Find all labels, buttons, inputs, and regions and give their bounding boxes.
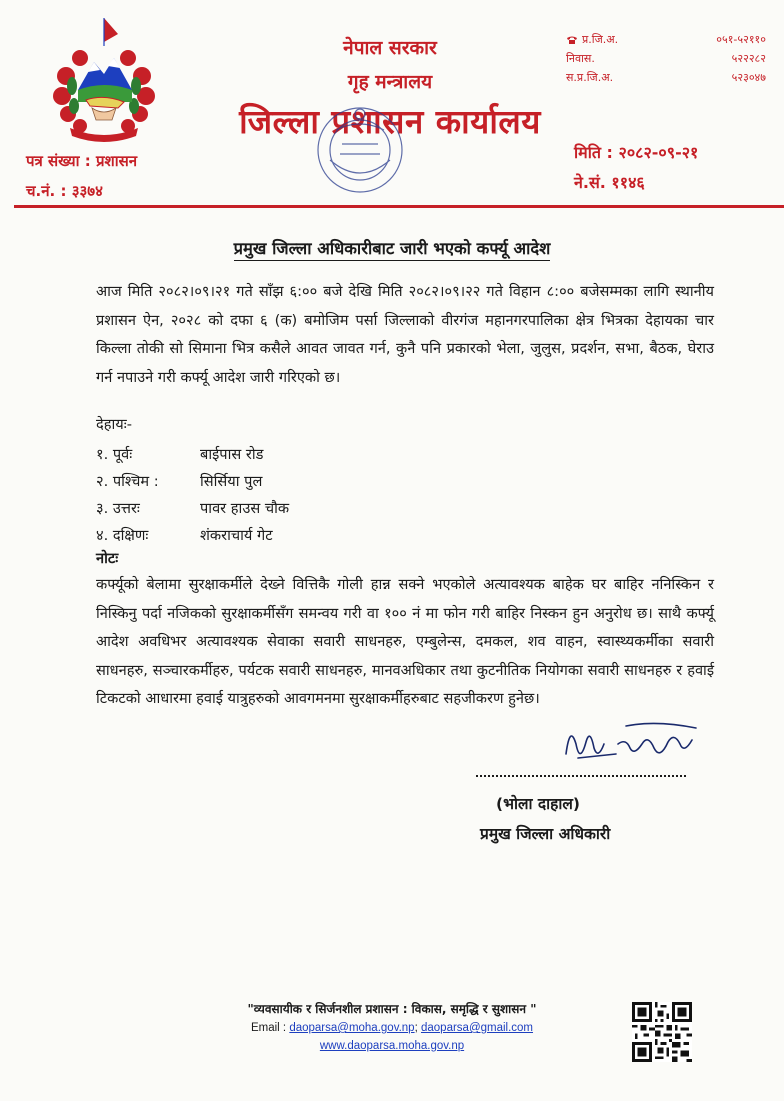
ministry-name: गृह मन्त्रालय — [347, 71, 433, 93]
letter-number: पत्र संख्या : प्रशासन — [26, 152, 138, 170]
contact-value: ५२३०४७ — [731, 71, 766, 84]
signatory-name: (भोला दाहाल) — [496, 795, 580, 813]
reference-left — [26, 146, 137, 206]
contact-label: प्र.जि.अ. — [582, 33, 619, 46]
boundary-label: देहायः- — [96, 416, 132, 433]
contact-row — [566, 49, 766, 68]
direction-label: २. पश्चिम : — [96, 472, 159, 490]
direction-label: १. पूर्वः — [96, 445, 133, 463]
contact-row — [566, 68, 766, 87]
handwritten-signature — [556, 714, 706, 778]
contact-value: ०५१-५२११० — [716, 33, 766, 46]
direction-value: बाईपास रोड — [200, 445, 264, 463]
email-label: Email : — [250, 1022, 290, 1034]
dispatch-number: च.नं. : ३३७४ — [26, 182, 103, 200]
signatory-title: प्रमुख जिल्ला अधिकारी — [480, 825, 611, 843]
phone-icon — [566, 35, 578, 45]
nepal-sambat-date: ने.सं. ११४६ — [574, 173, 645, 192]
direction-value: शंकराचार्य गेट — [200, 526, 273, 544]
signature-line — [476, 775, 686, 777]
qr-code-icon[interactable] — [632, 1002, 692, 1062]
list-item — [96, 494, 496, 521]
contact-row — [566, 30, 766, 49]
note-label: नोटः — [96, 550, 119, 567]
direction-value: पावर हाउस चौक — [200, 499, 290, 517]
list-item — [96, 440, 496, 467]
contact-label: स.प्र.जि.अ. — [566, 71, 614, 84]
contact-value: ५२२२८२ — [731, 52, 766, 65]
list-item — [96, 467, 496, 494]
email-link-1[interactable]: daoparsa@moha.gov.np — [289, 1022, 415, 1034]
reference-right — [574, 138, 698, 198]
office-motto: "व्यवसायीक र सिर्जनशील प्रशासन : विकास, समृद्धि र सुशासन " — [247, 1002, 537, 1016]
email-link-2[interactable]: daoparsa@gmail.com — [420, 1022, 534, 1034]
list-item — [96, 521, 496, 548]
email-separator: ; — [414, 1022, 418, 1034]
order-paragraph: आज मिति २०८२।०९।२१ गते साँझ ६:०० बजे देखि मिति २०८२।०९।२२ गते विहान ८:०० बजेसम्मका लागि स्थानीय प्रशासन ऐन, २०२८ को दफा ६ (क) बमोजिम पर्सा जिल्लाको वीरगंज महानगरपालिका क्षेत्र भित्रका देहायका चार किल्ला तोकी सो सिमाना भित्र कसैले आवत जावत गर्न, कुनै पनि प्रकारको भेला, जुलुस, प्रदर्शन, सभा, बैठक, घेराउ गर्न नपाउने गरी कर्फ्यू आदेश जारी गरिएको छ। — [96, 283, 714, 386]
office-seal-icon — [290, 100, 430, 210]
office-title: जिल्ला प्रशासन कार्यालय — [239, 102, 541, 141]
letter-subject: प्रमुख जिल्ला अधिकारीबाट जारी भएको कर्फ्यू आदेश — [0, 236, 784, 259]
boundary-list — [96, 440, 496, 548]
letter-date: मिति : २०८२-०९-२१ — [574, 143, 699, 162]
contact-label: निवास. — [566, 52, 595, 65]
website-link[interactable]: www.daoparsa.moha.gov.np — [319, 1040, 465, 1052]
direction-value: सिर्सिया पुल — [200, 472, 263, 490]
government-name: नेपाल सरकार — [343, 37, 437, 59]
direction-label: ४. दक्षिणः — [96, 526, 149, 544]
contact-block — [566, 30, 766, 87]
direction-label: ३. उत्तरः — [96, 499, 140, 517]
header-divider — [14, 205, 784, 208]
note-paragraph: कर्फ्यूको बेलामा सुरक्षाकर्मीले देख्ने वित्तिकै गोली हान्न सक्ने भएकोले अत्यावश्यक बाहेक घर बाहिर ननिस्किन र निस्किनु पर्दा नजिकको सुरक्षाकर्मीसँग समन्वय गरी वा १०० नं मा फोन गरी बाहिर निस्कन हुन अनुरोध छ। साथै कर्फ्यू आदेश अवधिभर अत्यावश्यक सेवाका सवारी साधनहरु, एम्बुलेन्स, दमकल, शव वाहन, स्वास्थ्यकर्मीका सवारी साधनहरु, सञ्चारकर्मीहरु, पर्यटक सवारी साधनहरु, मानवअधिकार तथा कुटनीतिक नियोगका सवारी साधनहरु र हवाई टिकटको आधारमा हवाई यात्रुहरुको आवगमनमा सुरक्षाकर्मीहरुबाट सहजीकरण हुनेछ। — [96, 576, 715, 707]
